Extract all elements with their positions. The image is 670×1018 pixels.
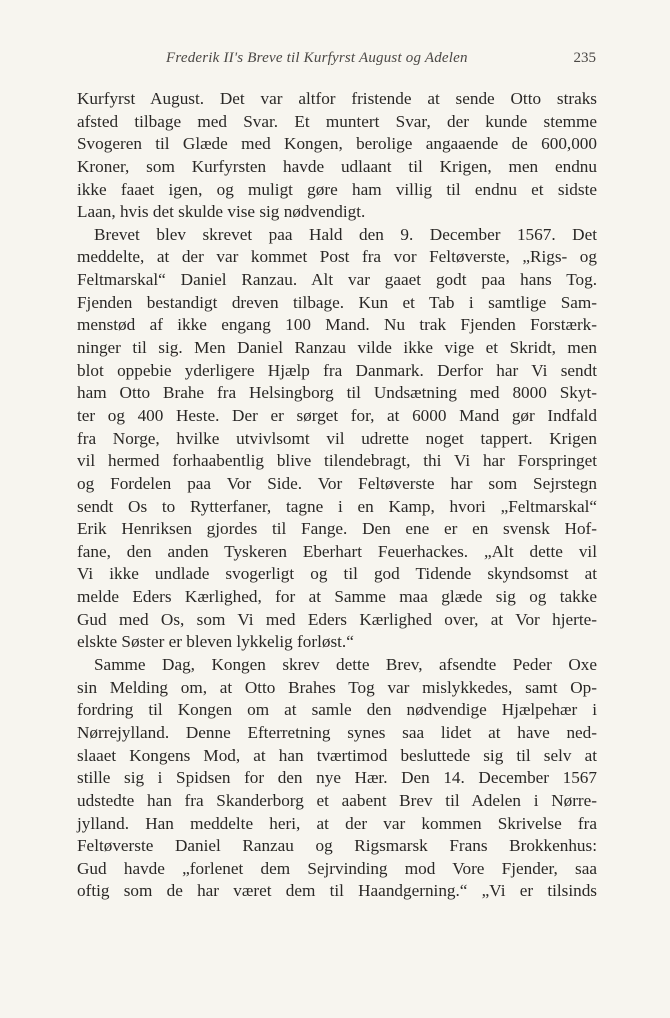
text-line: Fjenden bestandigt dreven tilbage. Kun et Tab i samtlige Sam- bbox=[77, 292, 597, 312]
text-line: Nørrejylland. Denne Efterretning synes saa lidet at have ned- bbox=[77, 722, 597, 742]
text-line: Brevet blev skrevet paa Hald den 9. December 1567. Det bbox=[94, 224, 597, 244]
text-line: sin Melding om, at Otto Brahes Tog var mislykkedes, samt Op- bbox=[77, 677, 597, 697]
text-line: jylland. Han meddelte heri, at der var kommen Skrivelse fra bbox=[77, 813, 597, 833]
running-head bbox=[78, 50, 596, 72]
text-line: Erik Henriksen gjordes til Fange. Den ene er en svensk Hof- bbox=[77, 519, 597, 539]
text-line: Gud havde „forlenet dem Sejrvinding mod Vore Fjender, saa bbox=[77, 858, 597, 878]
running-title: Frederik II's Breve til Kurfyrst August og Adelen bbox=[166, 50, 468, 66]
text-line: blot oppebie yderligere Hjælp fra Danmark. Derfor har Vi sendt bbox=[77, 360, 597, 380]
text-line: udstedte han fra Skanderborg et aabent Brev til Adelen i Nørre- bbox=[77, 790, 597, 810]
text-line: ikke faaet igen, og muligt gøre ham villig til endnu et sidste bbox=[77, 179, 597, 199]
text-line: Feltmarskal“ Daniel Ranzau. Alt var gaaet godt paa hans Tog. bbox=[77, 270, 597, 290]
text-line: ninger til sig. Men Daniel Ranzau vilde ikke vige et Skridt, men bbox=[77, 338, 597, 358]
text-line: elskte Søster er bleven lykkelig forløst.“ bbox=[77, 632, 354, 652]
body-text bbox=[77, 88, 597, 903]
text-line: fordring til Kongen om at samle den nødvendige Hjælpehær i bbox=[77, 700, 597, 720]
text-line: Vi ikke undlade svogerligt og til god Tidende skyndsomst at bbox=[77, 564, 597, 584]
text-line: Samme Dag, Kongen skrev dette Brev, afsendte Peder Oxe bbox=[94, 655, 597, 675]
text-line: Feltøverste Daniel Ranzau og Rigsmarsk Frans Brokkenhus: bbox=[77, 836, 597, 856]
text-line: fra Norge, hvilke utvivlsomt vil udrette noget tappert. Krigen bbox=[77, 428, 597, 448]
text-line: melde Eders Kærlighed, for at Samme maa glæde sig og takke bbox=[77, 587, 597, 607]
text-line: Kroner, som Kurfyrsten havde udlaant til Krigen, men endnu bbox=[77, 156, 597, 176]
text-line: og Fordelen paa Vor Side. Vor Feltøverste har som Sejrstegn bbox=[77, 473, 597, 493]
text-line: afsted tilbage med Svar. Et muntert Svar, der kunde stemme bbox=[77, 111, 597, 131]
text-line: ter og 400 Heste. Der er sørget for, at 6000 Mand gør Indfald bbox=[77, 405, 597, 425]
text-line: Laan, hvis det skulde vise sig nødvendigt. bbox=[77, 202, 366, 222]
text-line: fane, den anden Tyskeren Eberhart Feuerhackes. „Alt dette vil bbox=[77, 541, 597, 561]
page-number: 235 bbox=[573, 50, 596, 66]
text-line: Kurfyrst August. Det var altfor fristende at sende Otto straks bbox=[77, 89, 597, 108]
text-line: sendt Os to Rytterfaner, tagne i en Kamp, hvori „Feltmarskal“ bbox=[77, 496, 597, 516]
text-line: Gud med Os, som Vi med Eders Kærlighed over, at Vor hjerte- bbox=[77, 609, 597, 629]
text-line: slaaet Kongens Mod, at han tværtimod besluttede sig til selv at bbox=[77, 745, 597, 765]
text-line: stille sig i Spidsen for den nye Hær. Den 14. December 1567 bbox=[77, 768, 597, 788]
text-line: menstød af ikke engang 100 Mand. Nu trak Fjenden Forstærk- bbox=[77, 315, 597, 335]
text-line: oftig som de har været dem til Haandgerning.“ „Vi er tilsinds bbox=[77, 881, 597, 901]
text-line: ham Otto Brahe fra Helsingborg til Undsætning med 8000 Skyt- bbox=[77, 383, 597, 403]
text-line: meddelte, at der var kommet Post fra vor Feltøverste, „Rigs- og bbox=[77, 247, 597, 267]
text-line: Svogeren til Glæde med Kongen, berolige angaaende de 600,000 bbox=[77, 134, 597, 154]
text-line: vil hermed forhaabentlig blive tilendebragt, thi Vi har Forspringet bbox=[77, 451, 597, 471]
